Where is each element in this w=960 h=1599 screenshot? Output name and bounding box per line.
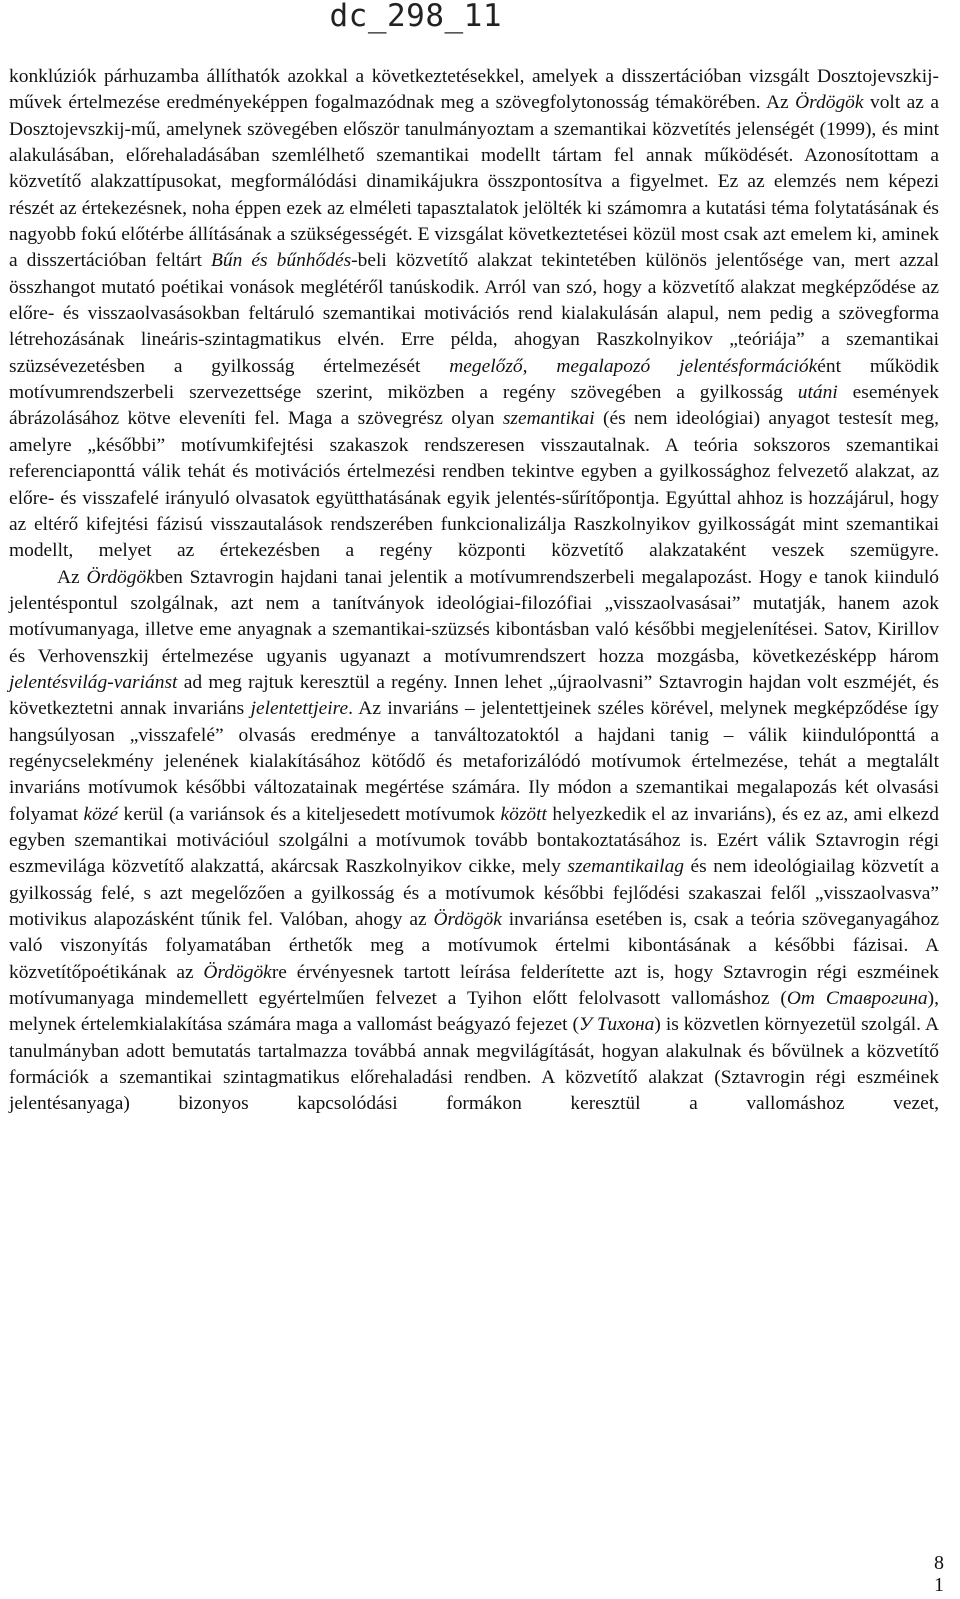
italic-run: szemantikailag: [567, 856, 685, 878]
text-run: ) is közvetlen környezetül szolgál. A tanulmányban adott bemutatás tartalmazza továbbá annak megvilágítását, hogyan alakulnak és bővülnek a közvetítő formációk a szemantikai szintagmatikus előrehaladási rendben. A közvetítő alakzat (Sztavrogin régi eszméinek jelentésanyaga) bizonyos kapcsolódási formákon keresztül a vallomáshoz vezet,: [9, 1014, 939, 1115]
text-run: invariánsa esetében is, csak a teória szöveganyagához való viszonyítás folyamatában érthetők meg a motívumok értelmi kibontásának a későbbi fázisai. A közvetítőpoétikának az: [9, 909, 939, 983]
italic-run: jelentettjeire: [250, 698, 349, 720]
text-run: (és nem ideológiai) anyagot testesít meg, amelyre „későbbi” motívumkifejtési szakaszok rendszeresen visszautalnak. A teória sokszoros szemantikai referenciaponttá válik tehát és motivációs értelmezési rendben tekintve egyben a gyilkossághoz felvezető alakzat, az előre- és visszafelé irányuló olvasatok együtthatásának egyik jelentés-sűrítőpontja. Egyúttal ahhoz is hozzájárul, hogy az eltérő kifejtési fázisú visszautalások rendszerében funkcionalizálja Raszkolnyikov gyilkosságát mint szemantikai modellt, melyet az értekezésben a regény központi közvetítő alakzataként veszek szemügyre.: [9, 408, 939, 562]
text-run: ), melynek értelemkialakítása számára maga a vallomást beágyazó fejezet (: [9, 988, 939, 1036]
italic-run: Ördögök: [433, 909, 502, 930]
italic-run: között: [500, 803, 547, 825]
text-run: . Az invariáns – jelentettjeinek széles körével, melynek megképződése így hangsúlyosan „visszafelé” olvasás eredménye a tanváltozatoktól a hajdani tanig – válik kiindulóponttá a regénycselekmény jelenének kialakításához kötődő és metaforizálódó motívumok értelmezése, tehát a megtalált invariáns motívumok későbbi változatainak megértése számára. Ily módon a szemantikai megalapozás két olvasási folyamat: [9, 698, 940, 825]
text-run: volt az a Dosztojevszkij-mű, amelynek szövegében először tanulmányoztam a szemantikai közvetítés jelenségét (1999), és mint alakulásában, előrehaladásában szemlélhető szemantikai modellt tártam fel annak működését. Azonosítottam a közvetítő alakzattípusokat, megformálódási dinamikájukra összpontosítva a figyelmet. Ez az elemzés nem képezi részét az értekezésnek, noha éppen ezek az elméleti tapasztalatok jelölték ki számomra a kutatási téma folytatásának és nagyobb fokú előtérbe állításának a szükségességét. E vizsgálat következtetései közül most csak azt emelem ki, aminek a disszertációban feltárt: [9, 92, 940, 272]
italic-run: jelentésvilág-variánst: [9, 671, 178, 693]
text-run: ad meg rajtuk keresztül a regény. Innen lehet „újraolvasni” Sztavrogin hajdan volt eszméjét, és következtetni annak invariáns: [9, 671, 939, 720]
text-run: -beli közvetítő alakzat tekintetében különös jelentősége van, mert azzal összhangot mutató poétikai vonások meglétéről tanúskodik. Arról van szó, hogy a közvetítő alakzat megképződése az előre- és visszaolvasásokban feltáruló szemantikai motivációs rend kialakulásán alapul, nem pedig a szövegforma létrehozásának lineáris-szintagmatikus elvén. Erre példa, ahogyan Raszkolnyikov „teóriája” a szemantikai szüzsévezetésben a gyilkosság értelmezését: [9, 250, 939, 377]
text-run: események ábrázolásához kötve eleveníti fel. Maga a szövegrész olyan: [9, 382, 939, 430]
document-id-header: dc_298_11: [329, 0, 502, 34]
body-text: [9, 64, 939, 1118]
text-run: konklúziók párhuzamba állíthatók azokkal a következtetésekkel, amelyek a disszertációban vizsgált Dosztojevszkij-művek értelmezése eredményeképpen fogalmazódnak meg a szövegfolytonosság témakörében. Az: [9, 66, 939, 114]
paragraph-2: [9, 565, 939, 1118]
italic-run: От Ставрогина: [786, 988, 928, 1010]
page-number: 8: [934, 1552, 944, 1574]
italic-run: Ördögök: [203, 961, 272, 983]
text-run: ént működik motívumrendszerbeli szervezettsége szerint, miközben a regény szövegében a gyilkosság: [9, 355, 939, 404]
text-run: helyezkedik el az invariáns), és ez az, ami elkezd egyben szemantikai motivációul szolgálni a motívumok tovább bontakoztatásához is. Ezért válik Sztavrogin régi eszmevilága közvetítő alakzattá, akárcsak Raszkolnyikov cikke, mely: [9, 803, 939, 878]
italic-run: Bűn és bűnhődés: [211, 250, 352, 272]
text-run: Az: [57, 566, 87, 588]
text-run: és nem ideológiailag közvetít a gyilkosság felé, s azt megelőzően a gyilkosság és a motívumok későbbi fejlődési szakaszai felől „visszaolvasva” motivikus alapozásként tűnik fel. Valóban, ahogy az: [9, 856, 939, 930]
page-number-cropped: 1: [934, 1574, 944, 1596]
paragraph-1: [9, 64, 939, 565]
text-run: kerül (a variánsok és a kiteljesedett motívumok: [118, 803, 501, 825]
italic-run: szemantikai: [502, 408, 595, 430]
italic-run: közé: [83, 803, 119, 825]
italic-run: megelőző, megalapozó jelentésformációk: [449, 355, 818, 377]
italic-run: Ördögök: [795, 92, 864, 114]
italic-run: Ördögök: [86, 566, 155, 588]
text-run: re érvényesnek tartott leírása felderítette azt is, hogy Sztavrogin régi eszméinek motívumanyaga mindemellett egyértelműen felvezet a Tyihon előtt felolvasott vallomáshoz (: [9, 961, 939, 1010]
text-run: ben Sztavrogin hajdani tanai jelentik a motívumrendszerbeli megalapozást. Hogy e tanok kiinduló jelentéspontul szolgálnak, azt nem a tanítványok ideológiai-filozófiai „visszaolvasásai” mutatják, hanem azok motívumanyaga, illetve eme anyagnak a szemantikai-szüzsés kibontásban való későbbi megjelenítései. Satov, Kirillov és Verhovenszkij értelmezése ugyanis ugyanazt a motívumrendszert hozza mozgásba, következésképp három: [9, 566, 939, 667]
italic-run: У Тихона: [578, 1014, 655, 1036]
italic-run: utáni: [797, 382, 838, 404]
